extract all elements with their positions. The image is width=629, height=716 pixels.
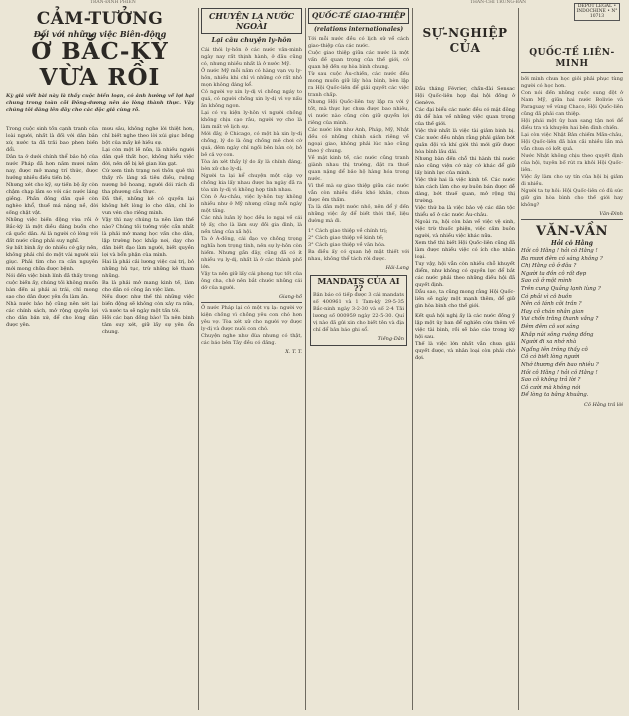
column-rule	[518, 8, 519, 710]
article-body: bởi mình chưa học giỏi phải phục tùng người có học hơn. Con nói đến những cuộc sung đột ở Nam Mỹ, giữa hai nước Bolivie và Paraguay về vùng Chaco, Hội Quốc-liên cũng đã phải can thiệp. Hội phái một ủy ban sang tận nơi để điều tra và khuyên hai bên đình chiến. Lại còn việc Nhật Bản chiếm Mãn-châu, Hội Quốc-liên đã bàn cãi nhiều lần mà vẫn chưa có kết quả. Nước Nhật không chịu theo quyết định của hội, tuyên bố rút ra khỏi Hội Quốc-liên. Việc ấy làm cho uy tín của hội bị giảm đi nhiều. Người ta tự hỏi: Hội Quốc-liên có đủ sức giữ gìn hòa bình cho thế giới hay không?	[521, 76, 623, 208]
notice-signature: Tiếng-Dân	[377, 336, 404, 342]
article-signature: Văn-Đình	[599, 211, 623, 217]
article-lede: Kỳ giả viết bài này là thấy cuộc biến loạn, có ảnh hưởng về lợi hại chung trong toàn cõi Đông-dương nên áo lòng thành thực. Vậy chúng tôi đăng lên đây cho các độc giả cùng rõ.	[6, 93, 196, 113]
article-signature: Hải-Lang	[385, 265, 409, 271]
article-chuyen-la	[201, 8, 302, 713]
article-subtitle: Đối với những việc Biên-động	[33, 29, 167, 39]
notice-title: MANDATS CỦA AI ??	[317, 276, 400, 293]
article-title: CHUYỆN LẠ NƯỚC NGOÀI	[201, 8, 302, 34]
article-su-nghiep-continued	[521, 8, 623, 713]
notice-body: Bản báo có tiếp được 3 cái mandats số 400961 và 1 Tam-kỳ 29-5-35 Bắc-ninh ngày 3-2-30 và số 2-4 Tải lương số 000959 ngày 22-5-30. Quí vị nào đã gửi xin cho biết tên và địa chỉ để bản báo ghi sổ.	[313, 292, 406, 333]
right-running-header: THẦN-CHÍ TRUNG-BÁN	[470, 0, 527, 5]
article-body: Kết quả hội nghị ấy là các nước đồng ý lập một ủy ban để nghiên cứu thêm về việc tài binh, rồi sẽ báo cáo trong kỳ hội sau. Thế là việc lớn nhất vẫn chưa giải quyết được, và nhân loại còn phải chờ đợi.	[415, 313, 515, 361]
article-points: 1° Cách giao thiệp về chính trị; 2° Cách giao thiệp về kinh tế; 3° Cách giao thiệp về văn hóa. Ba điều ấy có quan hệ mật thiết với nhau, không thể tách rời được.	[308, 228, 409, 262]
poem-title: Hỏi cô Hằng	[551, 240, 593, 247]
divider	[521, 219, 623, 220]
article-signature: Giang-hồ	[279, 294, 302, 300]
article-signature: X. T. T.	[285, 349, 302, 355]
left-running-header: TRẦN-ĐÌNH PHIÊN	[90, 0, 136, 5]
article-quoc-te-giao-thiep	[308, 8, 409, 713]
article-body: Cái thói ly-hôn ở các nước văn-minh ngày nay rất thịnh hành, ở đâu cũng có, nhưng nhiều nhất là ở nước Mỹ. Ở nước Mỹ mỗi năm có hàng vạn vụ ly-hôn, nhiều khi chỉ vì những cớ rất nhỏ mọn không đáng kể. Có người vợ xin ly-dị vì chồng ngáy to quá, có người chồng xin ly-dị vì vợ nấu ăn không ngon. Lại có vụ kiện ly-hôn vì người chồng không chịu cạo râu, người vợ cho là làm mất vẻ lịch sự. Mới đây, ở Chicago, có một bà xin ly-dị chồng, lý do là ông chồng mê chơi cờ quá, đêm ngày chỉ ngồi bên bàn cờ, bỏ bê cả vợ con. Tòa án xét thấy lý do ấy là chính đáng, bèn xử cho ly-dị. Người ta lại kể chuyện một cặp vợ chồng kia lấy nhau được ba ngày đã ra tòa xin ly-dị vì không hợp tính nhau. Còn ở Âu-châu, việc ly-hôn tuy không nhiều như ở Mỹ nhưng cũng mỗi ngày một tăng. Các nhà luân lý học đều lo ngại về cái tệ ấy, cho là làm suy đồi gia đình, là nền tảng của xã hội. Ta ở Á-đông, cái đạo vợ chồng trọng nghĩa hơn trọng tình, nên sự ly-hôn còn hiếm. Nhưng gần đây, cũng đã có ít nhiều vụ ly-dị, nhất là ở các thành phố lớn. Vậy ta nên giữ lấy cái phong tục tốt của ông cha, chớ nên bắt chước những cái dở của người.	[201, 47, 302, 291]
text-column-2	[102, 126, 194, 716]
depot-legal-stamp: DEPOT LEGAL • INDOCHINE • N° 10713	[574, 3, 620, 21]
text-column-1	[6, 126, 98, 716]
column-rule	[305, 8, 306, 710]
top-header-strip	[0, 0, 629, 6]
article-title: SỰ-NGHIỆP CỦA	[422, 26, 508, 55]
poem-signature: Cô Hằng trả lời	[584, 401, 623, 408]
notice-box	[310, 275, 407, 346]
poem-section-title: VĂN-VẦN	[535, 224, 609, 239]
article-cam-tuong	[6, 8, 194, 713]
column-rule	[198, 8, 199, 710]
article-su-nghiep	[415, 8, 515, 713]
article-body: mưu sâu, không nghe lời thiệt hơn, chỉ biết nghe theo lời xúi giục bồng bột của mấy kẻ hiếu sự. Lại còn một lẽ nữa, là nhiều người dân quê thất học, không hiểu việc đời, nên dễ bị kẻ gian lừa gạt. Cứ xem tình trạng nơi thôn quê thì thấy rõ: làng xã tiêu điều, ruộng nương bỏ hoang, người đói rách đi tha phương cầu thực. Đã thế, những kẻ có quyền lại không hết lòng lo cho dân, chỉ lo vun vén cho riêng mình. Vậy thì nay chúng ta nên làm thế nào? Chúng tôi tưởng việc cần nhất là phải mở mang học vấn cho dân, lập trường học khắp nơi, dạy cho dân biết đạo làm người, biết quyền lợi và bổn phận của mình. Hai là phải cải lương việc cai trị, bỏ những hủ tục, trừ những kẻ tham nhũng. Ba là phải mở mang kinh tế, làm cho dân có công ăn việc làm. Nếu được như thế thì những việc biến động sẽ không còn xảy ra nữa, và nước ta sẽ ngày một tấn tới. Hỡi các bạn đồng bào! Ta nên bình tâm suy xét, giữ lấy sự yên ổn chung.	[102, 126, 194, 335]
article-body: Ở nước Pháp lại có một vụ lạ: người vợ kiện chồng vì chồng yêu con chó hơn yêu vợ. Tòa xét xử cho người vợ được ly-dị và được nuôi con chó. Chuyện nghe như đùa nhưng có thật, các báo bên Tây đều có đăng.	[201, 305, 302, 346]
article-subtitle: Lại câu chuyện ly-hôn	[211, 36, 292, 44]
divider	[201, 302, 302, 303]
article-body: Tới mỗi nước đều có lịch sử về cách giao-thiệp của các nước. Cuộc giao thiệp giữa các nước là một vấn đề quan trọng của thế giới, có quan hệ đến sự hòa bình chung. Từ sau cuộc Âu-chiến, các nước đều mong muốn giữ lấy hòa bình, bèn lập ra Hội Quốc-liên để giải quyết các việc tranh chấp. Nhưng Hội Quốc-liên tuy lập ra với ý tốt, mà thực lực chưa được bao nhiêu, vì nước nào cũng còn giữ quyền lợi riêng của mình. Các nước lớn như Anh, Pháp, Mỹ, Nhật đều có những chính sách riêng về ngoại giao, không phải lúc nào cũng theo ý chung. Về mặt kinh tế, các nước cũng tranh giành nhau thị trường, đặt ra thuế quan nặng để bảo hộ hàng hóa trong nước. Vì thế mà sự giao thiệp giữa các nước vẫn còn nhiều điều khó khăn, chưa được êm thấm. Ta là dân một nước nhỏ, nên để ý đến những việc ấy để biết thời thế, liệu đường mà đi.	[308, 36, 409, 224]
article-title-continued: QUỐC-TẾ LIÊN-MINH	[521, 48, 623, 73]
article-body: Trong cuộc sinh tồn cạnh tranh của loài người, nhất là đối với dân bản xứ, nước ta đã trải bao phen biến đổi. Dân ta ở dưới chính thể bảo hộ của nước Pháp đã hơn năm mươi năm nay, được mở mang trí thức, được hưởng nhiều điều tiến bộ. Nhưng xét cho kỹ, sự tiến bộ ấy còn chậm chạp lắm so với các nước láng giềng. Phần đông dân quê còn nghèo khổ, thuế má nặng nề, đời sống chật vật. Những việc biến động vừa rồi ở Bắc-kỳ là một điều đáng buồn cho cả quốc dân. Ai là người có lòng với đất nước cũng phải suy nghĩ. Sự bất bình ấy do nhiều cớ gây nên, không phải chỉ do một vài người xúi giục. Phải tìm cho ra căn nguyên mới mong chữa được bệnh. Nói đến việc binh lính đã thấy trong cuộc biến ấy, chúng tôi không muốn bàn đến ai phải ai trái, chỉ mong sao cho dân được yên ổn làm ăn. Nhà nước bảo hộ cũng nên xét lại các chính sách, mở rộng quyền lợi cho dân bản xứ, để cho lòng dân được yên.	[6, 126, 98, 328]
article-headline: Ở BẮC-KỲ VỪA RỒI	[31, 38, 169, 91]
article-subtitle: (relations internationales)	[313, 26, 404, 33]
article-body: Đầu tháng Février, chấn-đài Sensac Hội Quốc-liên họp đại hội đồng ở Genève. Các đại biểu các nước đều có mặt đông đủ để bàn về những việc quan trọng của thế giới. Việc thứ nhất là việc tài giảm binh bị. Các nước đều nhận rằng phải giảm bớt quân đội và khí giới thì mới giữ được hòa bình lâu dài. Nhưng bàn đến chỗ thi hành thì nước nào cũng viện cớ này cớ khác để giữ lấy binh lực của mình. Việc thứ hai là việc kinh tế. Các nước bàn cách làm cho sự buôn bán được dễ dàng, bớt thuế quan, mở rộng thị trường. Việc thứ ba là việc bảo vệ các dân tộc thiểu số ở các nước Âu-châu. Ngoài ra, hội còn bàn về việc vệ sinh, việc trừ thuốc phiện, việc cấm buôn người, và nhiều việc khác nữa. Xem thế thì biết Hội Quốc-liên cũng đã làm được nhiều việc có ích cho nhân loại. Tuy vậy, hội vẫn còn nhiều chỗ khuyết điểm, như không có quyền lực để bắt các nước phải theo những điều hội đã quyết định. Dẫu sao, ta cũng mong rằng Hội Quốc-liên sẽ ngày một mạnh thêm, để giữ gìn hòa bình cho thế giới.	[415, 86, 515, 309]
poem-body: Hỏi cô Hằng ! hỏi cô Hằng ! Ba mươi đêm có sáng không ? Chị Hằng cô ở đâu ? Người ta đồn cô rất đẹp Sao cô ở một mình Trên cung Quảng lạnh lùng ? Có phải vì cô buồn Nên cô lánh cõi trần ? Hay cô chán nhân gian Vui chốn trăng thanh vắng ? Đêm đêm cô soi sáng Khắp núi sông ruộng đồng Người đi xa nhớ nhà Ngẩng lên trông thấy cô Cô có biết lòng người Nhớ thương đến bao nhiêu ? Hỏi cô Hằng ! hỏi cô Hằng ! Sao cô không trả lời ? Cô cười mà không nói Để lòng ta bâng khuâng.	[521, 248, 603, 399]
column-rule	[412, 8, 413, 710]
article-title: QUỐC-TẾ GIAO-THIỆP	[308, 8, 409, 24]
article-title: CẢM-TƯỞNG	[36, 9, 164, 29]
